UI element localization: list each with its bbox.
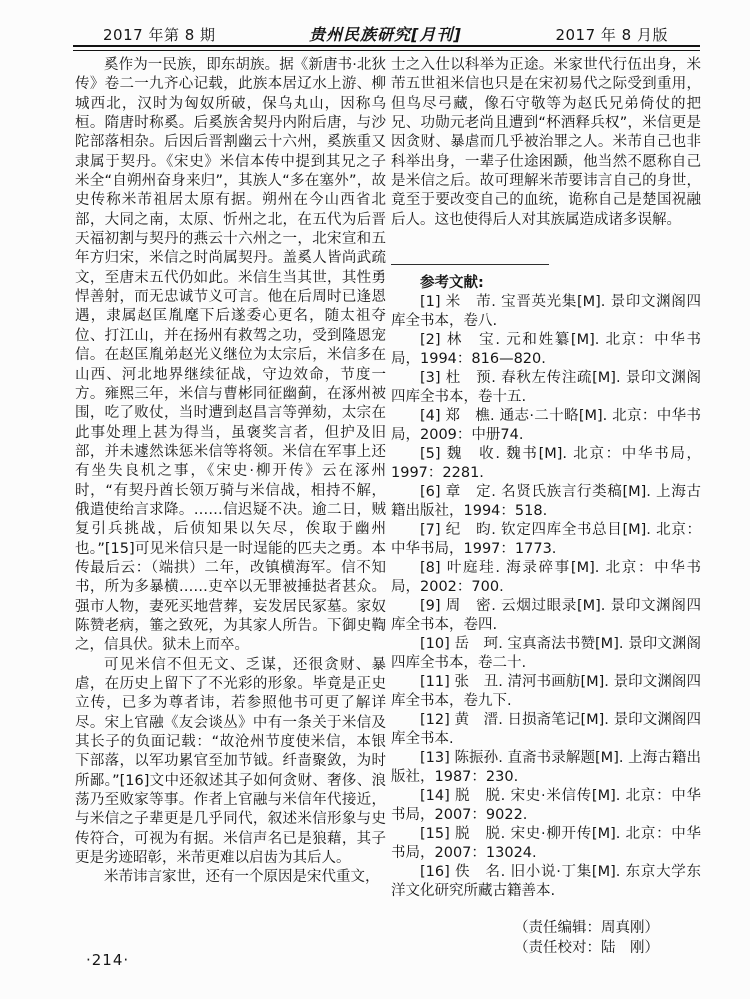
right-column xyxy=(391,56,701,958)
reference-item: [1] 米 芾. 宝晋英光集[M]. 景印文渊阁四库全书本，卷八. xyxy=(391,294,701,330)
header-issue: 2017 年第 8 期 xyxy=(103,26,216,44)
responsible-proofreader: （责任校对：陆 刚） xyxy=(514,940,659,957)
reference-item: [3] 杜 预. 春秋左传注疏[M]. 景印文渊阁四库全书本，卷十五. xyxy=(391,370,701,406)
body-paragraph-2: 可见米信不但无文、乏谋，还很贪财、暴虐，在历史上留下了不光彩的形象。毕竟是正史立传，已多为尊者讳，若参照他书可更了解详尽。宋上官融《友会谈丛》中有一条关于米信及其长子的负面记载：“故沧州节度使米信，本银下部落，以军功累官至加节钺。纤啬聚敛，为时所鄙。”[16]文中还叙述其子如何贪财、奢侈、浪荡乃至败家等事。作者上官融与米信年代接近，与米信之子辈更是几乎同代，叙述米信形象与史传符合，可视为有据。米信声名已是狼藉，其子更是劣迹昭彰，米芾更难以启齿为其后人。 xyxy=(75,656,386,867)
colophon xyxy=(391,918,701,958)
reference-item: [5] 魏 收. 魏书[M]. 北京：中华书局，1997：2281. xyxy=(391,446,701,482)
reference-item: [4] 郑 樵. 通志·二十略[M]. 北京：中华书局，2009：中册74. xyxy=(391,408,701,444)
reference-item: [10] 岳 珂. 宝真斋法书赞[M]. 景印文渊阁四库全书本，卷二十. xyxy=(391,636,701,672)
reference-item: [6] 章 定. 名贤氏族言行类稿[M]. 上海古籍出版社，1994：518. xyxy=(391,484,701,520)
references-title: 参考文献: xyxy=(420,275,484,292)
reference-item: [2] 林 宝. 元和姓纂[M]. 北京：中华书局，1994：816—820. xyxy=(391,332,701,368)
page-number: ·214· xyxy=(86,951,130,969)
reference-item: [15] 脱 脱. 宋史·柳开传[M]. 北京：中华书局，2007：13024. xyxy=(391,826,701,862)
body-paragraph-3: 米芾讳言家世，还有一个原因是宋代重文， xyxy=(104,869,380,886)
reference-item: [14] 脱 脱. 宋史·米信传[M]. 北京：中华书局，2007：9022. xyxy=(391,788,701,824)
reference-item: [13] 陈振孙. 直斋书录解题[M]. 上海古籍出版社，1987：230. xyxy=(391,750,701,786)
page-header xyxy=(75,22,672,45)
reference-item: [8] 叶庭珪. 海录碎事[M]. 北京：中华书局，2002：700. xyxy=(391,560,701,596)
header-divider-rule xyxy=(73,45,700,51)
responsible-editor: （责任编辑：周真刚） xyxy=(514,920,659,937)
reference-item: [12] 黄 溍. 日损斋笔记[M]. 景印文渊阁四库全书本. xyxy=(391,712,701,748)
header-edition: 2017 年 8 月版 xyxy=(555,26,668,44)
left-column xyxy=(75,56,386,888)
reference-item: [16] 佚 名. 旧小说·丁集[M]. 东京大学东洋文化研究所藏古籍善本. xyxy=(391,864,701,900)
references-divider-rule xyxy=(391,264,549,265)
reference-item: [9] 周 密. 云烟过眼录[M]. 景印文渊阁四库全书本，卷四. xyxy=(391,598,701,634)
body-paragraph-4: 士之入仕以科举为正途。米家世代行伍出身，米芾五世祖米信也只是在宋初易代之际受到重用，但鸟尽弓藏，像石守敬等为赵氏兄弟倚仗的把兄、功勋元老尚且遭到“杯酒释兵权”，米信更是因贪财、暴虐而几乎被治罪之人。米芾自己也非科举出身，一辈子仕途困踬，他当然不愿称自己是米信之后。故可理解米芾要讳言自己的身世，竟至于要改变自己的血统，诡称自己是楚国祝融后人。这也使得后人对其族属造成诸多误解。 xyxy=(391,57,701,228)
journal-title: 贵州民族研究[月刊] xyxy=(309,25,462,44)
reference-item: [7] 纪 昀. 钦定四库全书总目[M]. 北京：中华书局，1997：1773. xyxy=(391,522,701,558)
reference-item: [11] 张 丑. 清河书画舫[M]. 景印文渊阁四库全书本，卷九下. xyxy=(391,674,701,710)
body-paragraph-1: 奚作为一民族，即东胡族。据《新唐书·北狄传》卷二一九齐心记载，此族本居辽水上游、柳城西北，汉时为匈奴所破，保乌丸山，因称乌桓。隋唐时称奚。后奚族舍契丹内附后唐，与沙陀部落相杂。后因后晋割幽云十六州，奚族重又隶属于契丹。《宋史》米信本传中提到其兄之子米全“自朔州奋身来归”，其族人“多在塞外”，故史传称米芾祖居太原有据。朔州在今山西省北部，大同之南，太原、忻州之北，在五代为后晋天福初割与契丹的燕云十六州之一，北宋宣和五年方归宋，米信之时尚属契丹。盖奚人皆尚武疏文，至唐末五代仍如此。米信生当其世，其性勇悍善射，而无忠诚节义可言。他在后周时已逢恩遇，隶属赵匡胤麾下后遂委心更名，随太祖夺位、打江山，并在扬州有救驾之功，受到隆恩宠信。在赵匡胤弟赵光义继位为太宗后，米信多在山西、河北地界继续征战，守边效命，节度一方。雍熙三年，米信与曹彬同征幽蓟，在涿州被围，吃了败仗，当时遭到赵昌言等弹劾，太宗在此事处理上甚为得当，虽褒奖言者，但护及旧部，并未遽然诛惩米信等将领。米信在军事上还有坐失良机之事，《宋史·柳开传》云在涿州时，“有契丹酋长领万骑与米信战，相持不解，俄遣使绐言求降。……信迟疑不决。逾二日，贼复引兵挑战，后侦知果以矢尽，俟取于幽州也。”[15]可见米信只是一时逞能的匹夫之勇。本传最后云：（端拱）二年，改镇横海军。信不知书，所为多暴横……吏卒以无罪被捶挞者甚众。强市人物，妻死买地营葬，妄发居民冢墓。家奴陈赞老病，箠之致死，为其家人所告。下御史鞫之，信具伏。狱未上而卒。 xyxy=(75,57,386,654)
